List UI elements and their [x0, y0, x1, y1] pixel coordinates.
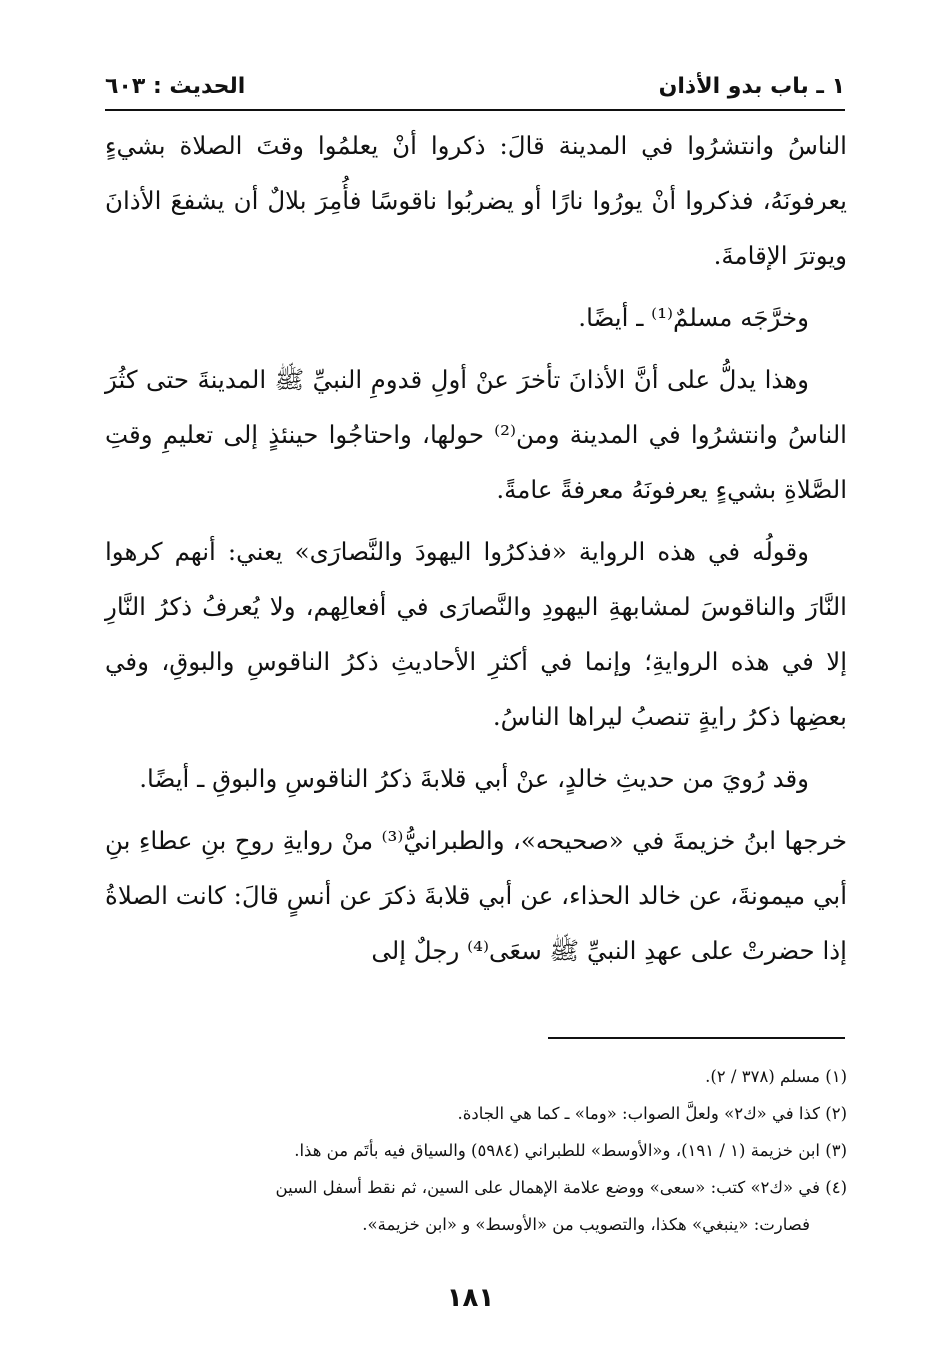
footnote: (١) مسلم (٣٧٨ / ٢). [705, 1067, 847, 1086]
main-text [105, 118, 847, 985]
paragraph: وهذا يدلُّ على أنَّ الأذانَ تأخرَ عنْ أولِ قدومِ النبيِّ ﷺ المدينةَ حتى كثُرَ الناسُ وانتشرُوا في المدينة ومن⁽²⁾ حولها، واحتاجُوا حينئذٍ إلى تعليمِ وقتِ الصَّلاةِ بشيءٍ يعرفونَهُ معرفةً عامةً. [105, 365, 847, 504]
footnote-continuation: فصارت: «ينبغي» هكذا، والتصويب من «الأوسط» و «ابن خزيمة». [362, 1215, 810, 1234]
page-number: ١٨١ [446, 1283, 495, 1313]
header-rule [105, 109, 845, 111]
running-header [105, 66, 845, 106]
paragraph: وقد رُويَ من حديثِ خالدٍ، عنْ أبي قلابةَ ذكرُ الناقوسِ والبوقِ ـ أيضًا. [139, 764, 809, 793]
paragraph: وقولُه في هذه الرواية «فذكرُوا اليهودَ والنَّصارَى» يعني: أنهم كرهوا النَّارَ والناقوسَ لمشابهةِ اليهودِ والنَّصارَى في أفعالِهم، ولا يُعرفُ ذكرُ النَّارِ إلا في هذه الروايةِ؛ وإنما في أكثرِ الأحاديثِ ذكرُ الناقوسِ والبوقِ، وفي بعضِها ذكرُ رايةٍ تنصبُ ليراها الناسُ. [105, 537, 847, 731]
paragraph: الناسُ وانتشرُوا في المدينة قالَ: ذكروا أنْ يعلمُوا وقتَ الصلاة بشيءٍ يعرفونَهُ، فذكروا أنْ يورُوا نارًا أو يضربُوا ناقوسًا فأُمِرَ بلالٌ أن يشفعَ الأذانَ ويوترَ الإقامةَ. [105, 131, 847, 270]
chapter-title: ١ ـ باب بدو الأذان [658, 73, 845, 99]
footnotes [105, 1058, 847, 1243]
footnote: (٢) كذا في «ك٢» ولعلَّ الصواب: «وما» ـ كما هي الجادة. [457, 1104, 847, 1123]
paragraph: وخرَّجَه مسلمٌ⁽¹⁾ ـ أيضًا. [578, 303, 809, 332]
footnote-separator [548, 1037, 845, 1039]
footnote: (٤) في «ك٢» كتب: «سعى» ووضع علامة الإهمال على السين، ثم نقط أسفل السين [275, 1178, 847, 1197]
paragraph: خرجها ابنُ خزيمةَ في «صحيحه»، والطبرانيُّ⁽³⁾ منْ روايةِ روحِ بنِ عطاءِ بنِ أبي ميمونةَ، عن خالد الحذاء، عن أبي قلابةَ ذكرَ عن أنسٍ قالَ: كانت الصلاةُ إذا حضرتْ على عهدِ النبيِّ ﷺ سعَى⁽⁴⁾ رجلٌ إلى [105, 826, 847, 965]
hadith-reference: الحديث : ٦٠٣ [105, 73, 246, 99]
footnote: (٣) ابن خزيمة (١ / ١٩١)، و«الأوسط» للطبراني (٥٩٨٤) والسياق فيه بأتَم من هذا. [294, 1141, 847, 1160]
